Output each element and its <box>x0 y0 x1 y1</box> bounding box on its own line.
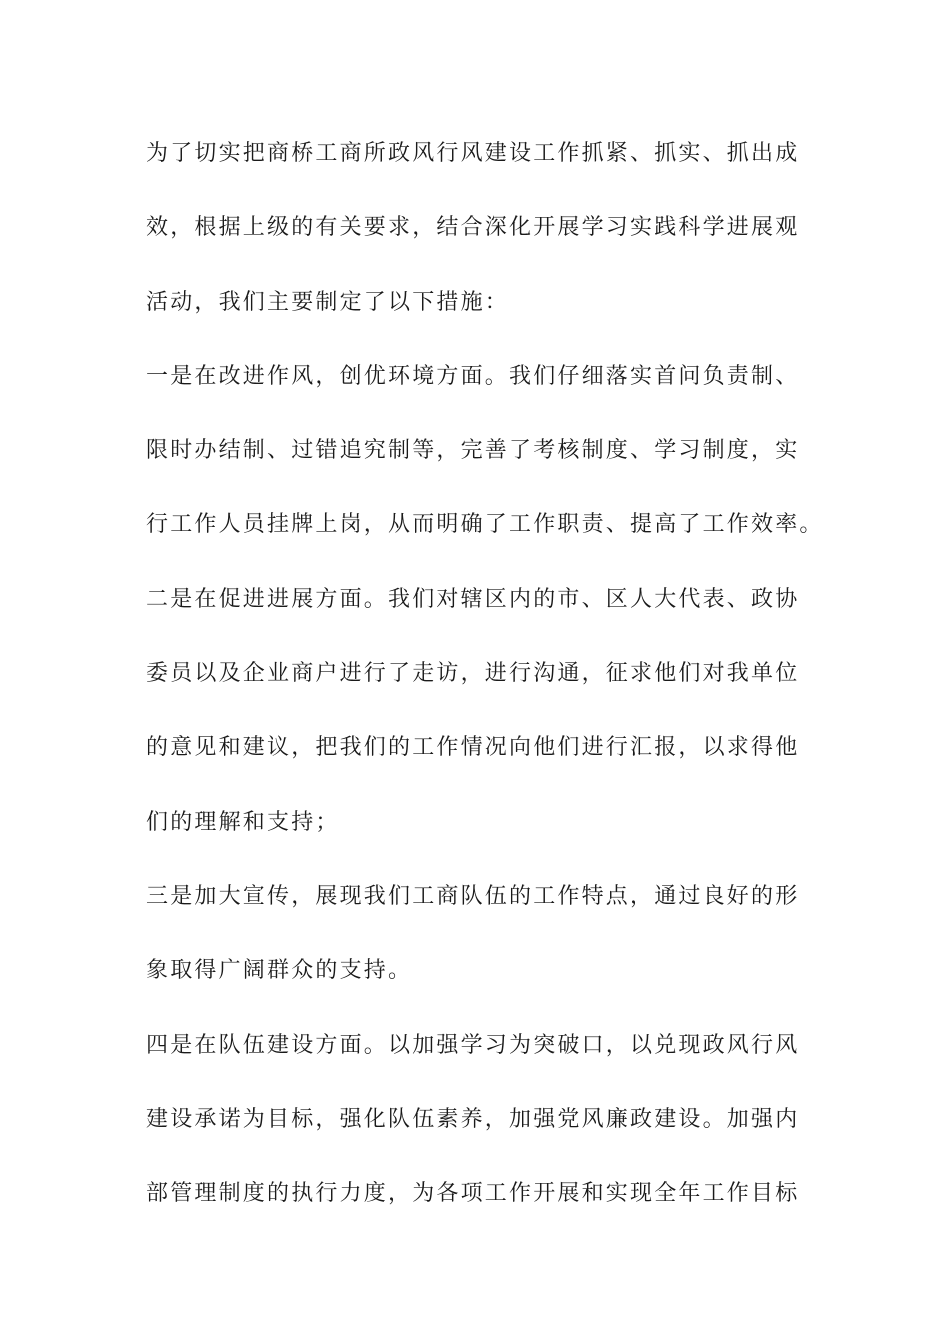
text-line: 委员以及企业商户进行了走访，进行沟通，征求他们对我单位 <box>146 661 800 687</box>
text-line: 限时办结制、过错追究制等，完善了考核制度、学习制度，实 <box>146 438 800 464</box>
text-line: 建设承诺为目标，强化队伍素养，加强党风廉政建设。加强内 <box>146 1106 800 1132</box>
text-line: 为了切实把商桥工商所政风行风建设工作抓紧、抓实、抓出成 <box>146 141 800 166</box>
text-line: 二是在促进进展方面。我们对辖区内的市、区人大代表、政协 <box>146 586 800 612</box>
text-line: 一是在改进作风，创优环境方面。我们仔细落实首问负责制、 <box>146 363 800 389</box>
text-line: 活动，我们主要制定了以下措施： <box>146 289 510 315</box>
text-line: 象取得广阔群众的支持。 <box>146 958 413 984</box>
text-line: 们的理解和支持； <box>146 809 340 835</box>
text-line: 行工作人员挂牌上岗，从而明确了工作职责、提高了工作效率。 <box>146 512 824 538</box>
text-line: 的意见和建议，把我们的工作情况向他们进行汇报，以求得他 <box>146 735 800 761</box>
document-body <box>146 126 824 1240</box>
text-line: 效，根据上级的有关要求，结合深化开展学习实践科学进展观 <box>146 215 800 241</box>
text-line: 四是在队伍建设方面。以加强学习为突破口，以兑现政风行风 <box>146 1032 800 1058</box>
text-line: 部管理制度的执行力度，为各项工作开展和实现全年工作目标 <box>146 1181 800 1207</box>
text-line: 三是加大宣传，展现我们工商队伍的工作特点，通过良好的形 <box>146 883 800 909</box>
